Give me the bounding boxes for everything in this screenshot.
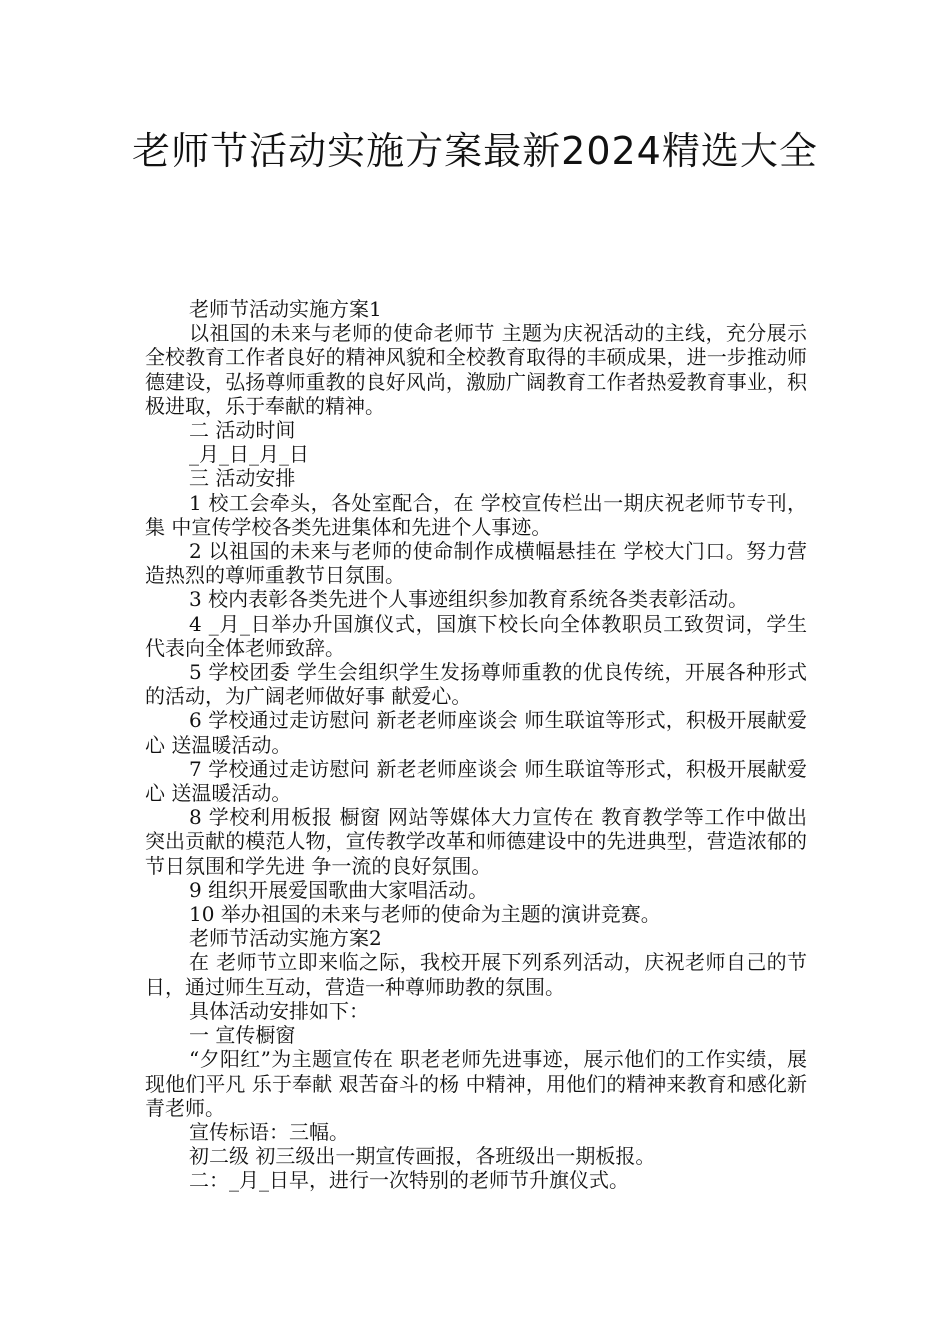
paragraph: 在 老师节立即来临之际，我校开展下列系列活动，庆祝老师自己的节日，通过师生互动，营造一种尊师助教的氛围。 xyxy=(145,950,807,999)
list-item: 9 组织开展爱国歌曲大家唱活动。 xyxy=(189,877,489,902)
paragraph: 宣传标语：三幅。 xyxy=(189,1119,349,1144)
list-item: 7 学校通过走访慰问 新老老师座谈会 师生联谊等形式，积极开展献爱心 送温暖活动。 xyxy=(145,756,807,806)
list-item: 6 学校通过走访慰问 新老老师座谈会 师生联谊等形式，积极开展献爱心 送温暖活动。 xyxy=(145,708,807,757)
list-item: 10 举办祖国的未来与老师的使命为主题的演讲竞赛。 xyxy=(189,902,661,927)
section-heading: 老师节活动实施方案1 xyxy=(189,297,382,321)
section-heading: 老师节活动实施方案2 xyxy=(189,926,382,951)
list-item: 5 学校团委 学生会组织学生发扬尊师重教的优良传统，开展各种形式的活动，为广阔老师做好事 献爱心。 xyxy=(145,660,807,709)
list-item: 1 校工会牵头，各处室配合，在 学校宣传栏出一期庆祝老师节专刊，集 中宣传学校各类先进集体和先进个人事迹。 xyxy=(145,490,807,539)
document-body xyxy=(145,297,807,1193)
paragraph: “夕阳红”为主题宣传在 职老老师先进事迹，展示他们的工作实绩，展现他们平凡 乐于奉献 艰苦奋斗的杨 中精神，用他们的精神来教育和感化新青老师。 xyxy=(145,1047,807,1120)
paragraph: 具体活动安排如下： xyxy=(189,998,369,1023)
document-title: 老师节活动实施方案最新2024精选大全 xyxy=(132,129,818,173)
section-heading: 一 宣传橱窗 xyxy=(189,1023,296,1048)
list-item: 4 _月_日举办升国旗仪式，国旗下校长向全体教职员工致贺词，学生代表向全体老师致辞。 xyxy=(145,611,807,660)
paragraph: 以祖国的未来与老师的使命老师节 主题为庆祝活动的主线，充分展示全校教育工作者良好的精神风貌和全校教育取得的丰硕成果，进一步推动师德建设，弘扬尊师重教的良好风尚，激励广阔教育工作者热爱教育事业，积极进取，乐于奉献的精神。 xyxy=(145,321,807,418)
section-heading: 三 活动安排 xyxy=(189,466,296,491)
paragraph: 二：_月_日早，进行一次特别的老师节升旗仪式。 xyxy=(189,1168,629,1193)
paragraph: _月_日_月_日 xyxy=(189,442,309,467)
list-item: 2 以祖国的未来与老师的使命制作成横幅悬挂在 学校大门口。努力营造热烈的尊师重教节日氛围。 xyxy=(145,539,807,588)
list-item: 8 学校利用板报 橱窗 网站等媒体大力宣传在 教育教学等工作中做出突出贡献的模范人物，宣传教学改革和师德建设中的先进典型，营造浓郁的节日氛围和学先进 争一流的良好氛围。 xyxy=(145,805,807,878)
section-heading: 二 活动时间 xyxy=(189,418,296,443)
paragraph: 初二级 初三级出一期宣传画报，各班级出一期板报。 xyxy=(189,1144,656,1169)
list-item: 3 校内表彰各类先进个人事迹组织参加教育系统各类表彰活动。 xyxy=(189,587,749,612)
